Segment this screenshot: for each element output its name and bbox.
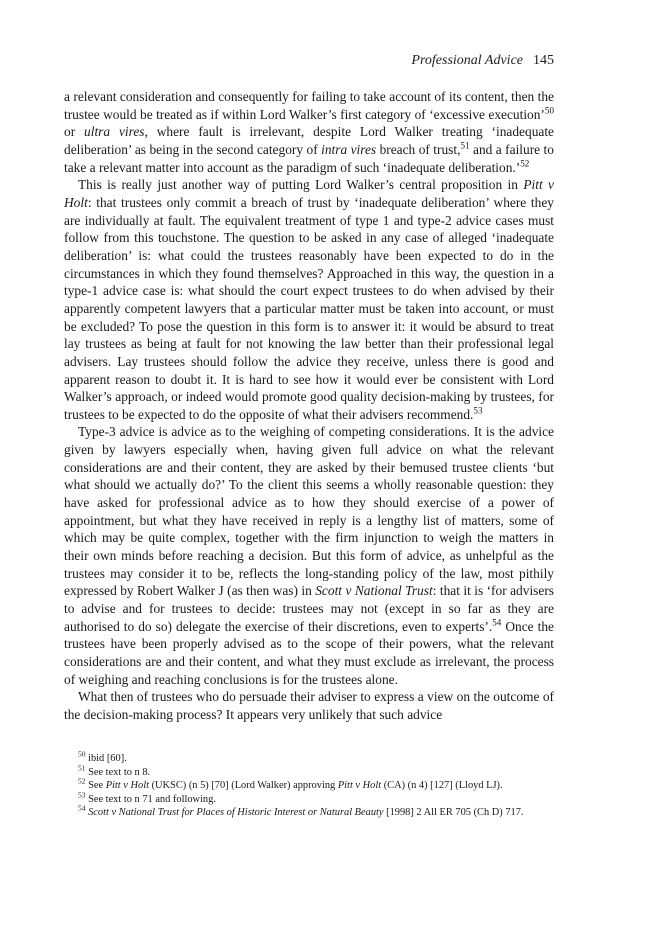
italic-text: Scott v National Trust for Places of Historic Interest or Natural Beauty — [88, 807, 384, 819]
footnote-number: 52 — [78, 776, 86, 786]
footnote-ref: 53 — [473, 405, 483, 416]
footnote-ref: 54 — [492, 617, 502, 628]
italic-text: Pitt v Holt — [337, 780, 382, 792]
footnote-ref: 50 — [544, 105, 554, 116]
footnote-number: 53 — [78, 790, 86, 800]
paragraph-1: a relevant consideration and consequently for failing to take account of its content, then the trustee would be treated as if within Lord Walker’s first category of ‘excessive execution’$^{50}$ or ultra vires, where fault is irrelevant, despite Lord Walker treating ‘inadequate deliberation’ as being in the second category of intra vires breach of trust,$^{51}$ and a failure to take a relevant matter into account as the paradigm of such ‘inadequate deliberation.’$^{52}$ — [64, 89, 554, 175]
italic-text: Pitt v Holt — [105, 780, 149, 792]
footnote-number: 51 — [78, 763, 86, 773]
italic-text: Scott v National Trust — [315, 583, 433, 599]
footnote: $^{54}$ Scott v National Trust for Places of Historic Interest or Natural Beauty [1998] 2 All ER 705 (Ch D) 717. — [78, 803, 524, 819]
page-number: 145 — [533, 53, 554, 68]
footnotes — [64, 749, 554, 820]
footnote: $^{52}$ See Pitt v Holt (UKSC) (n 5) [70] (Lord Walker) approving Pitt v Holt (CA) (n 4) [127] (Lloyd LJ). — [78, 776, 503, 792]
footnote-ref: 52 — [520, 158, 530, 169]
footnote: $^{50}$ ibid [60]. — [78, 749, 127, 764]
footnote-number: 54 — [78, 803, 86, 813]
running-head-title: Professional Advice — [411, 53, 523, 68]
footnote-number: 50 — [78, 749, 86, 759]
running-head — [411, 53, 554, 69]
footnote-ref: 51 — [460, 140, 470, 151]
paragraph-2: This is really just another way of putting Lord Walker’s central proposition in Pitt v Holt: that trustees only commit a breach of trust by ‘inadequate deliberation’ where they are individually at fault. The equivalent treatment of type 1 and type-2 advice cases must follow from this touchstone. The question to be asked in any case of alleged ‘inadequate deliberation’ is: what could the trustees reasonably have been expected to do in the circumstances in which they found themselves? Approached in this way, the question in a type-1 advice case is: what should the court expect trustees to do when advised by their apparently competent lawyers that a particular matter must be taken into account, or must be excluded? To pose the question in this form is to answer it: it would be absurd to treat lay trustees as being at fault for not knowing the law better than their professional legal advisers. Lay trustees should follow the advice they receive, unless there is good and apparent reason to doubt it. It is hard to see how it would ever be consistent with Lord Walker’s approach, or indeed would promote good quality decision-making by trustees, for trustees to be expected to do the opposite of what their advisers recommend.$^{53}$ — [64, 177, 554, 422]
footnote: $^{51}$ See text to n 8. — [78, 763, 151, 778]
italic-text: intra vires — [321, 141, 377, 157]
paragraph-4: What then of trustees who do persuade their adviser to express a view on the outcome of the decision-making process? It appears very unlikely that such advice — [64, 689, 554, 722]
italic-text: ultra vires — [84, 124, 145, 140]
paragraph-3: Type-3 advice is advice as to the weighing of competing considerations. It is the advice given by lawyers especially when, having given full advice on what the relevant considerations are and their content, they are asked by their bemused trustee clients ‘but what should we actually do?’ To the client this seems a wholly reasonable question: they have asked for professional advice as to how they should exercise of a power of appointment, but what they have received in reply is a lengthy list of matters, some of which may be quite complex, together with the firm injunction to weigh the matters in their own minds before reaching a decision. But this form of advice, as unhelpful as the trustees may consider it to be, reflects the long-standing policy of the law, most pithily expressed by Robert Walker J (as then was) in Scott v National Trust: that it is ‘for advisers to advise and for trustees to decide: trustees may not (except in so far as they are authorised to do so) delegate the exercise of their discretions, even to experts’.$^{54}$ Once the trustees have been properly advised as to the scope of their powers, what the relevant considerations are and their content, and what they must exclude as irrelevant, the process of weighing and reaching conclusions is for the trustees alone. — [64, 424, 554, 687]
italic-text: Pitt v Holt — [64, 177, 554, 210]
footnote: $^{53}$ See text to n 71 and following. — [78, 790, 216, 805]
body-text — [64, 88, 554, 724]
